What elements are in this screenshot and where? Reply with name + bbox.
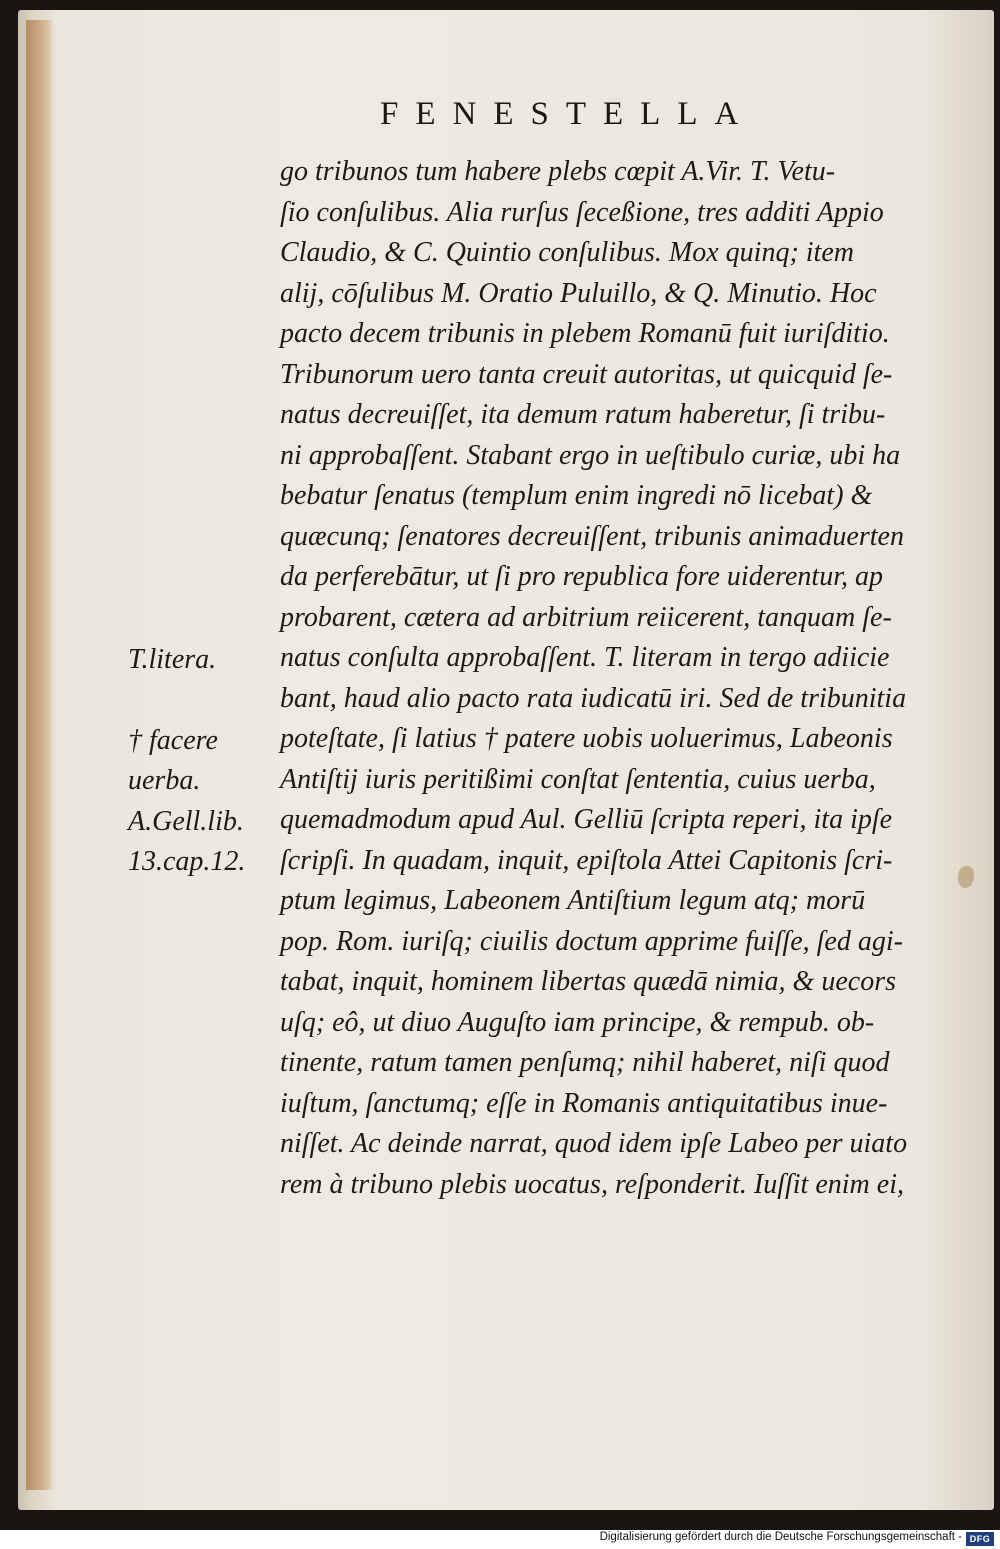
text-line: pop. Rom. iuriſq; ciuilis doctum apprime fuiſſe, ſed agi- (280, 925, 903, 957)
text-line: poteſtate, ſi latius † patere uobis uoluerimus, Labeonis (280, 723, 893, 754)
text-line: bant, haud alio pacto rata iudicatū iri. Sed de tribunitia (280, 682, 907, 714)
margin-note-gellius-ref: A.Gell.lib. (128, 806, 244, 837)
page-binding-edge (26, 20, 54, 1490)
text-line: Tribunorum uero tanta creuit autoritas, ut quicquid ſe- (280, 358, 893, 390)
text-line: quemadmodum apud Aul. Gelliū ſcripta reperi, ita ipſe (280, 804, 893, 835)
running-head: FENESTELLA (380, 96, 756, 132)
text-line: natus conſulta approbaſſent. T. literam in tergo adiicie (280, 642, 890, 673)
margin-note-uerba: uerba. (128, 765, 201, 796)
text-line: alij, cōſulibus M. Oratio Puluillo, & Q. Minutio. Hoc (280, 277, 877, 309)
text-line: iuſtum, ſanctumq; eſſe in Romanis antiquitatibus inue- (280, 1087, 888, 1119)
text-line: pacto decem tribunis in plebem Romanū fuit iuriſditio. (280, 318, 890, 349)
text-line: ſio conſulibus. Alia rurſus ſeceßione, tres additi Appio (280, 196, 884, 228)
text-line: ptum legimus, Labeonem Antiſtium legum atq; morū (280, 885, 866, 916)
text-line: probarent, cætera ad arbitrium reiicerent, tanquam ſe- (280, 601, 892, 633)
margin-note-facere: † facere (128, 725, 218, 756)
body-text (280, 152, 970, 1205)
text-line: tabat, inquit, hominem libertas quædā nimia, & uecors (280, 966, 896, 997)
text-line: natus decreuiſſet, ita demum ratum haberetur, ſi tribu- (280, 399, 886, 430)
dfg-logo[interactable]: DFG (966, 1532, 994, 1546)
text-line: ſcripſi. In quadam, inquit, epiſtola Attei Capitonis ſcri- (280, 844, 893, 876)
text-line: ni approbaſſent. Stabant ergo in ueſtibulo curiæ, ubi ha (280, 439, 901, 471)
text-line: bebatur ſenatus (templum enim ingredi nō licebat) & (280, 480, 873, 511)
text-line: niſſet. Ac deinde narrat, quod idem ipſe Labeo per uiato (280, 1128, 908, 1159)
text-line: Claudio, & C. Quintio conſulibus. Mox quinq; item (280, 237, 854, 268)
text-line: quæcunq; ſenatores decreuiſſent, tribunis animaduerten (280, 520, 904, 552)
text-line: Antiſtij iuris peritißimi conſtat ſententia, cuius uerba, (280, 763, 876, 795)
text-line: da perferebātur, ut ſi pro republica fore uiderentur, ap (280, 561, 883, 592)
margin-note-t-litera: T.litera. (128, 644, 217, 675)
text-line: uſq; eô, ut diuo Auguſto iam principe, & rempub. ob- (280, 1006, 875, 1038)
text-line: rem à tribuno plebis uocatus, reſponderit. Iuſſit enim ei, (280, 1168, 904, 1200)
funding-credit: Digitalisierung gefördert durch die Deutsche Forschungsgemeinschaft - (599, 1531, 962, 1543)
margin-note-chapter-ref: 13.cap.12. (128, 846, 246, 877)
text-line: go tribunos tum habere plebs cœpit A.Vir. T. Vetu- (280, 156, 836, 187)
text-line: tinente, ratum tamen penſumq; nihil haberet, niſi quod (280, 1047, 890, 1078)
